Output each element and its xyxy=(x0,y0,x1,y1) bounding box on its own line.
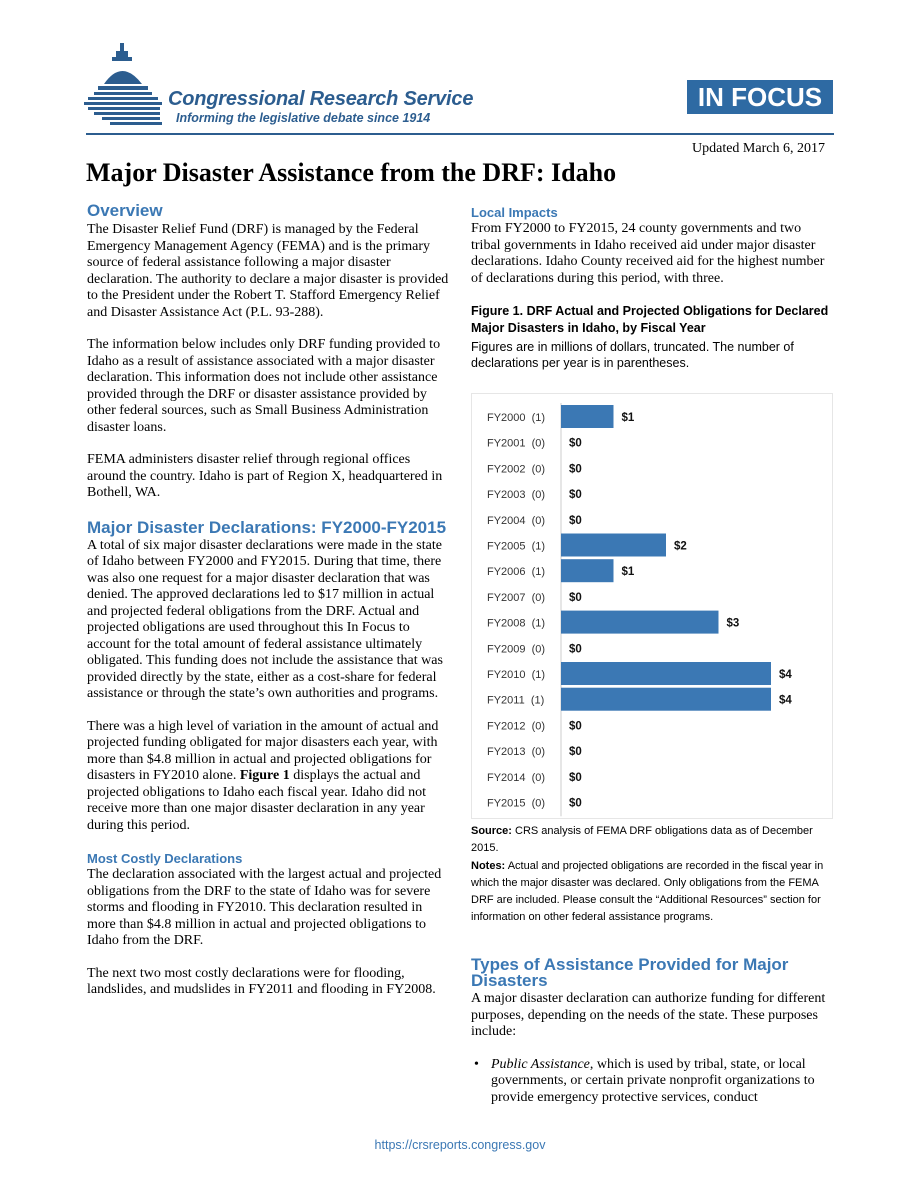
y-axis-label: FY2008 (1) xyxy=(487,617,546,630)
y-axis-label: FY2004 (0) xyxy=(487,514,546,527)
assistance-list xyxy=(471,1057,833,1107)
figure-note: Figures are in millions of dollars, truncated. The number of declarations per year is in parentheses. xyxy=(471,340,794,370)
data-label: $1 xyxy=(621,566,635,579)
updated-date: Updated March 6, 2017 xyxy=(692,141,825,156)
y-axis-label: FY2015 (0) xyxy=(487,797,546,810)
in-focus-badge: IN FOCUS xyxy=(687,80,833,114)
data-label: $4 xyxy=(779,694,792,707)
source-label: Source: xyxy=(471,825,512,837)
most-costly-paragraph-1: The declaration associated with the largest actual and projected obligations from the DRF to the state of Idaho was for severe storms and flooding in FY2010. This declaration resulted in more than $4.8 million in actual and projected obligations to Idaho from the DRF. xyxy=(87,867,442,948)
y-axis-label: FY2001 (0) xyxy=(487,437,546,450)
declarations-paragraph-2 xyxy=(87,719,449,835)
bar xyxy=(561,559,614,582)
data-label: $0 xyxy=(569,746,582,759)
y-axis-label: FY2011 (1) xyxy=(487,694,545,707)
types-paragraph: A major disaster declaration can authorize funding for different purposes, depending on the needs of the state. These purposes include: xyxy=(471,991,826,1039)
figure-caption: Figure 1. DRF Actual and Projected Obligations for Declared Major Disasters in Idaho, by Fiscal Year xyxy=(471,304,829,335)
bar xyxy=(561,611,719,634)
most-costly-paragraph-2: The next two most costly declarations were for flooding, landslides, and mudslides in FY2011 and flooding in FY2008. xyxy=(87,965,436,997)
bar xyxy=(561,534,666,557)
figure-source xyxy=(471,823,833,857)
types-heading: Types of Assistance Provided for Major Disasters xyxy=(471,955,789,990)
bar xyxy=(561,662,771,685)
figure-1-reference: Figure 1 xyxy=(239,768,290,783)
y-axis-label: FY2006 (1) xyxy=(487,566,546,579)
overview-paragraph-2: The information below includes only DRF funding provided to Idaho as a result of assistance associated with a major disaster declaration. This information does not include other assistance provided through the DRF or disaster assistance provided by other federal sources, such as Small Business Administration disaster loans. xyxy=(87,337,441,435)
figure-notes xyxy=(471,858,833,926)
figure-footnotes xyxy=(471,823,833,926)
notes-text: Actual and projected obligations are recorded in the fiscal year in which the major disaster was declared. Only obligations from the FEMA DRF are included. Please consult the “Additional Resources” section for information on other federal assistance programs. xyxy=(471,860,824,923)
capitol-dome-logo-icon xyxy=(84,40,164,130)
declarations-paragraph-2-text-a: There was a high level of variation in the amount of actual and projected funding obligated for major disasters each year, with more than $4.8 million in actual and projected obligations for disasters in FY2010 alone. xyxy=(87,718,439,783)
y-axis-label: FY2013 (0) xyxy=(487,746,546,759)
header-rule xyxy=(86,133,834,135)
data-label: $0 xyxy=(569,643,582,656)
declarations-paragraph-1: A total of six major disaster declarations were made in the state of Idaho between FY2000 and FY2015. During that time, there was also one request for a major disaster declaration that was denied. The approved declarations led to $17 million in actual and projected federal obligations from the DRF. Actual and projected obligations are used throughout this In Focus to account for the total amount of federal assistance ultimately obligated. This funding does not include the assistance that was provided directly by the state, either as a cost-share for federal assistance or through the state’s own authorities and programs. xyxy=(87,537,443,701)
notes-label: Notes: xyxy=(471,860,506,872)
y-axis-label: FY2009 (0) xyxy=(487,643,546,656)
public-assistance-text: , which is used by tribal, state, or local governments, or certain private nonprofit organizations to provide emergency protective services, conduct xyxy=(491,1056,815,1105)
y-axis-label: FY2012 (0) xyxy=(487,720,546,733)
overview-paragraph-3: FEMA administers disaster relief through regional offices around the country. Idaho is part of Region X, headquartered in Bothell, WA. xyxy=(87,452,443,500)
y-axis-label: FY2014 (0) xyxy=(487,771,546,784)
org-name: Congressional Research Service xyxy=(168,88,474,110)
source-text: CRS analysis of FEMA DRF obligations data as of December 2015. xyxy=(471,825,813,854)
y-axis-label: FY2003 (0) xyxy=(487,489,546,502)
org-tagline: Informing the legislative debate since 1914 xyxy=(176,111,431,125)
right-column xyxy=(471,205,833,371)
data-label: $0 xyxy=(569,463,582,476)
data-label: $4 xyxy=(779,669,792,681)
chart-container xyxy=(471,393,833,819)
bar xyxy=(561,688,771,711)
y-axis-label: FY2005 (1) xyxy=(487,540,546,553)
data-label: $0 xyxy=(569,797,582,810)
y-axis-label: FY2000 (1) xyxy=(487,412,546,424)
types-section xyxy=(471,957,833,1106)
declarations-heading: Major Disaster Declarations: FY2000-FY2015 xyxy=(87,517,447,537)
bar xyxy=(561,405,614,428)
list-item xyxy=(491,1057,833,1107)
public-assistance-term: Public Assistance xyxy=(491,1056,590,1072)
data-label: $1 xyxy=(621,412,635,424)
data-label: $0 xyxy=(569,437,582,450)
y-axis-label: FY2002 (0) xyxy=(487,463,546,476)
data-label: $3 xyxy=(726,617,740,630)
local-impacts-paragraph: From FY2000 to FY2015, 24 county governments and two tribal governments in Idaho received aid under major disaster declarations. Idaho County received aid for the highest number of declarations during this period, with three. xyxy=(471,221,825,286)
data-label: $0 xyxy=(569,771,582,784)
most-costly-heading: Most Costly Declarations xyxy=(87,851,243,866)
page-title: Major Disaster Assistance from the DRF: Idaho xyxy=(86,158,617,187)
data-label: $0 xyxy=(569,591,582,604)
overview-heading: Overview xyxy=(87,201,163,220)
left-column xyxy=(87,203,449,999)
local-impacts-heading: Local Impacts xyxy=(471,205,558,220)
data-label: $2 xyxy=(674,540,687,553)
y-axis-label: FY2007 (0) xyxy=(487,591,546,604)
obligations-bar-chart xyxy=(472,394,832,818)
declarations-paragraph-2-text-b: displays the actual and projected obligations to Idaho each fiscal year. Idaho did not receive more than one major disaster declaration in any year during this period. xyxy=(87,768,427,833)
data-label: $0 xyxy=(569,489,582,502)
data-label: $0 xyxy=(569,720,582,733)
overview-paragraph-1: The Disaster Relief Fund (DRF) is managed by the Federal Emergency Management Agency (FEMA) and is the primary source of federal assistance following a major disaster declaration. The authority to declare a major disaster is provided to the President under the Robert T. Stafford Emergency Relief and Disaster Assistance Act (P.L. 93-288). xyxy=(87,222,449,320)
y-axis-label: FY2010 (1) xyxy=(487,669,546,681)
data-label: $0 xyxy=(569,514,582,527)
footer-url[interactable]: https://crsreports.congress.gov xyxy=(374,1138,546,1152)
